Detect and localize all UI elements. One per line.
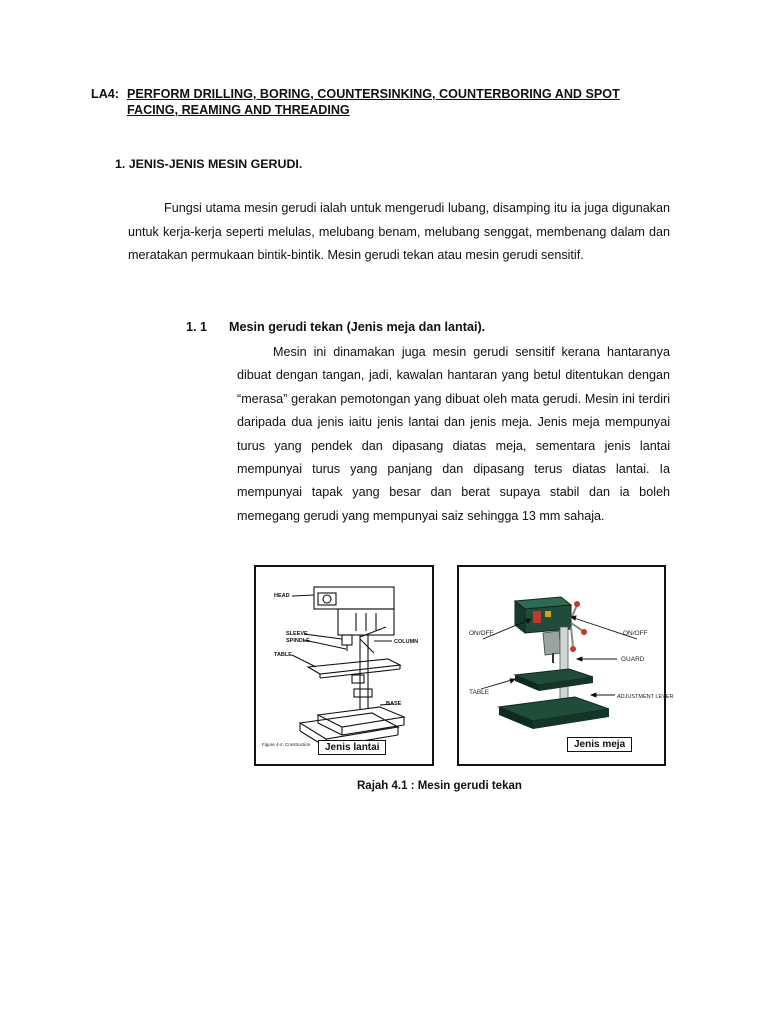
paragraph-line: betul ditentukan dengan “merasa” gerakan pemotongan yang (237, 368, 671, 406)
subsection-title: Mesin gerudi tekan (Jenis meja dan lantai). (229, 320, 486, 334)
paragraph-line: dibuat oleh mata gerudi. Mesin ini terdiri daripada dua jenis iaitu (237, 391, 670, 430)
part-label-onoff-left: ON/OFF (469, 630, 494, 637)
paragraph-line: digunakan untuk kerja-kerja seperti melulas, melubang benam, melubang senggat, (128, 201, 671, 239)
part-label-table: TABLE (469, 689, 490, 696)
part-label-base: BASE (386, 701, 402, 707)
section-title: 1. JENIS-JENIS MESIN GERUDI. (115, 157, 303, 171)
paragraph-line: memegang gerudi yang mempunyai saiz sehingga 13 mm sahaja. (237, 508, 605, 523)
paragraph-line: membenang dalam dan meratakan permukaan bintik-bintik. Mesin gerudi tekan atau (128, 224, 671, 262)
figure-label-floor: Jenis lantai (318, 740, 386, 755)
part-label-adjustment-lever: ADJUSTMENT LEVER (617, 694, 674, 700)
subsection-number: 1. 1 (186, 320, 208, 334)
part-label-table: TABLE (274, 652, 292, 658)
figure-floor-drill-press (254, 565, 434, 766)
part-label-sleeve: SLEEVE (286, 631, 308, 637)
subsection-paragraph (237, 341, 670, 528)
paragraph-line: hantaranya dibuat dengan tangan, jadi, kawalan hantaran yang (237, 345, 670, 383)
paragraph-line: jenis lantai dan jenis meja. Jenis meja mempunyai turus yang (237, 415, 671, 453)
figure-bench-drill-press (457, 565, 674, 766)
document-heading (91, 86, 711, 118)
part-label-guard: GUARD (621, 656, 645, 663)
bench-drill-press-drawing (459, 567, 674, 764)
paragraph-line: mempunyai turus yang panjang dan dipasang terus diatas lantai. Ia (237, 462, 670, 477)
figure-small-caption: Figure 4-4. Construction (262, 742, 311, 747)
part-label-head: HEAD (274, 593, 290, 599)
heading-line-1: PERFORM DRILLING, BORING, COUNTERSINKING, COUNTERBORING AND SPOT (127, 87, 620, 101)
heading-line-2: FACING, REAMING AND THREADING (127, 103, 350, 117)
paragraph-line: pendek dan dipasang diatas meja, sementara jenis lantai (311, 438, 671, 453)
figure-label-bench: Jenis meja (567, 737, 632, 752)
paragraph-line: Fungsi utama mesin gerudi ialah untuk mengerudi lubang, disamping itu ia juga (164, 201, 609, 215)
part-label-spindle: SPINDLE (286, 638, 310, 644)
floor-drill-press-drawing (256, 567, 432, 764)
section-paragraph (128, 197, 670, 268)
figure-caption: Rajah 4.1 : Mesin gerudi tekan (357, 780, 522, 792)
paragraph-line: mempunyai tapak yang besar dan berat supaya stabil dan ia boleh (237, 485, 670, 500)
part-label-column: COLUMN (394, 639, 419, 645)
paragraph-line: Mesin ini dinamakan juga mesin gerudi sensitif kerana (273, 345, 600, 359)
heading-label: LA4: (91, 87, 119, 101)
part-label-onoff-right: ON/OFF (623, 630, 648, 637)
paragraph-line: mesin gerudi sensitif. (465, 248, 584, 262)
